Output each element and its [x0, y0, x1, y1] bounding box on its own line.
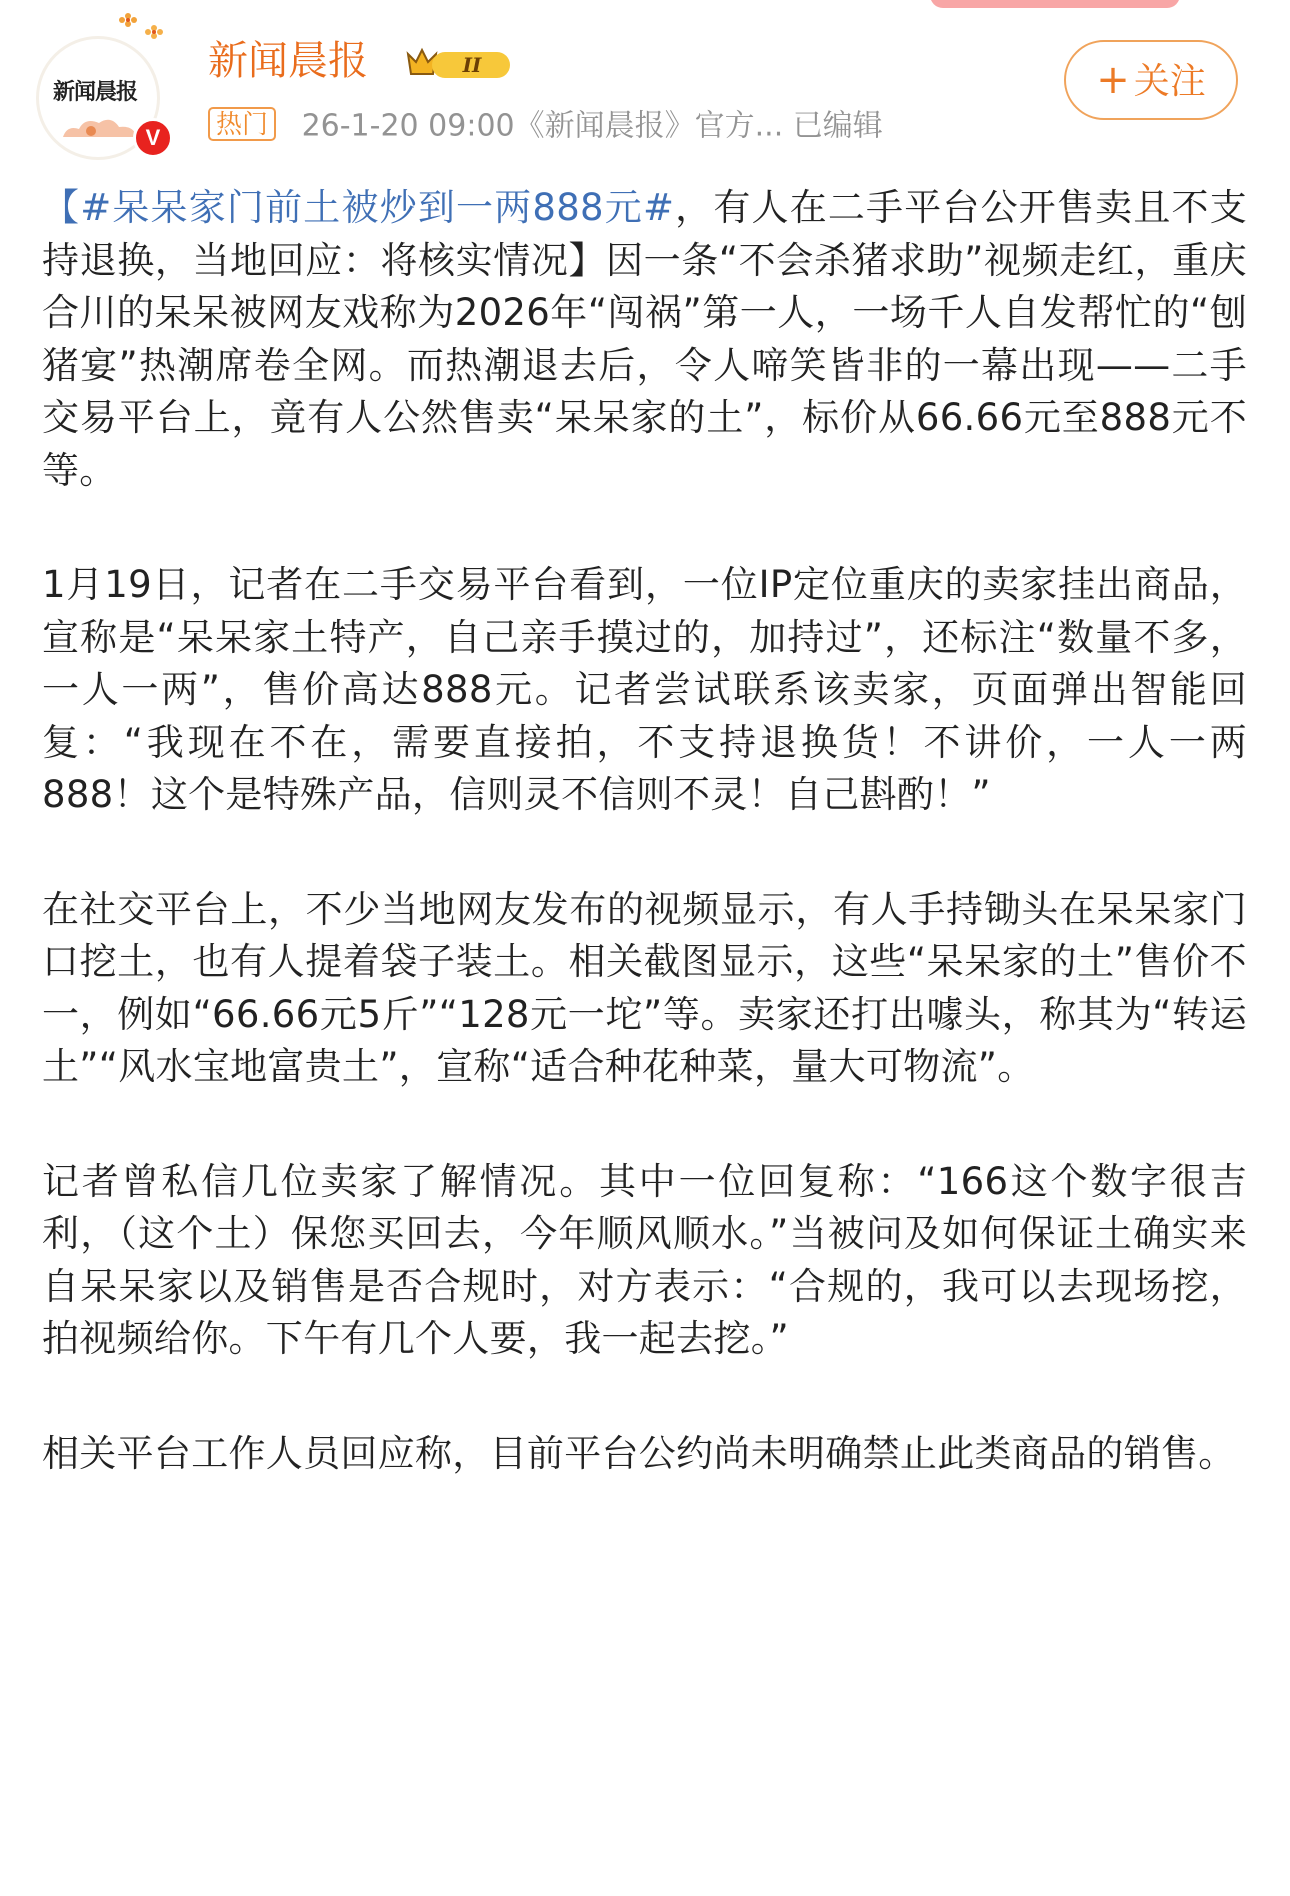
post-paragraph-1: [42, 182, 1247, 497]
post-paragraph-4: 记者曾私信几位卖家了解情况。其中一位回复称：“166这个数字很吉利，（这个土）保您买回去，今年顺风顺水。”当被问及如何保证土确实来自呆呆家以及销售是否合规时，对方表示：“合规的，我可以去现场挖，拍视频给你。下午有几个人要，我一起去挖。”: [42, 1159, 1247, 1360]
verified-badge-icon: V: [133, 118, 173, 158]
post-header: [0, 0, 1290, 160]
vip-crown-badge-icon[interactable]: [402, 44, 514, 82]
bracket-open: 【: [42, 186, 81, 229]
avatar[interactable]: [30, 10, 170, 150]
post-paragraph-3: 在社交平台上，不少当地网友发布的视频显示，有人手持锄头在呆呆家门口挖土，也有人提着袋子装土。相关截图显示，这些“呆呆家的土”售价不一，例如“66.66元5斤”“128元一坨”等。卖家还打出噱头，称其为“转运土”“风水宝地富贵土”，宣称“适合种花种菜，量大可物流”。: [42, 887, 1247, 1088]
vip-level-label: II: [462, 53, 482, 77]
hot-tag-badge: 热门: [208, 107, 276, 141]
hashtag-link[interactable]: #呆呆家门前土被炒到一两888元#: [80, 186, 675, 229]
avatar-logo: 新闻晨报: [53, 79, 138, 105]
post-time-source: 26-1-20 09:00《新闻晨报》官方... 已编辑: [301, 108, 883, 144]
post-paragraph-5: 相关平台工作人员回应称，目前平台公约尚未明确禁止此类商品的销售。: [42, 1431, 1236, 1475]
paragraph-1-text: ，有人在二手平台公开售卖且不支持退换，当地回应：将核实情况】因一条“不会杀猪求助”视频走红，重庆合川的呆呆被网友戏称为2026年“闯祸”第一人，一场千人自发帮忙的“刨猪宴”热潮席卷全网。而热潮退去后，令人啼笑皆非的一幕出现——二手交易平台上，竟有人公然售卖“呆呆家的土”，标价从66.66元至888元不等。: [42, 186, 1247, 492]
cloud-decoration-icon: [57, 113, 143, 143]
post-meta: [208, 104, 883, 148]
follow-button[interactable]: [1064, 40, 1238, 120]
post-body: [42, 182, 1247, 1480]
follow-label: 关注: [1133, 61, 1206, 102]
post-paragraph-2: 1月19日，记者在二手交易平台看到，一位IP定位重庆的卖家挂出商品，宣称是“呆呆家土特产，自己亲手摸过的，加持过”，还标注“数量不多，一人一两”，售价高达888元。记者尝试联系该卖家，页面弹出智能回复：“我现在不在，需要直接拍，不支持退换货！不讲价，一人一两888！这个是特殊产品，信则灵不信则不灵！自己斟酌！”: [42, 563, 1247, 816]
account-name[interactable]: 新闻晨报: [208, 38, 368, 84]
plus-icon: +: [1096, 57, 1130, 103]
